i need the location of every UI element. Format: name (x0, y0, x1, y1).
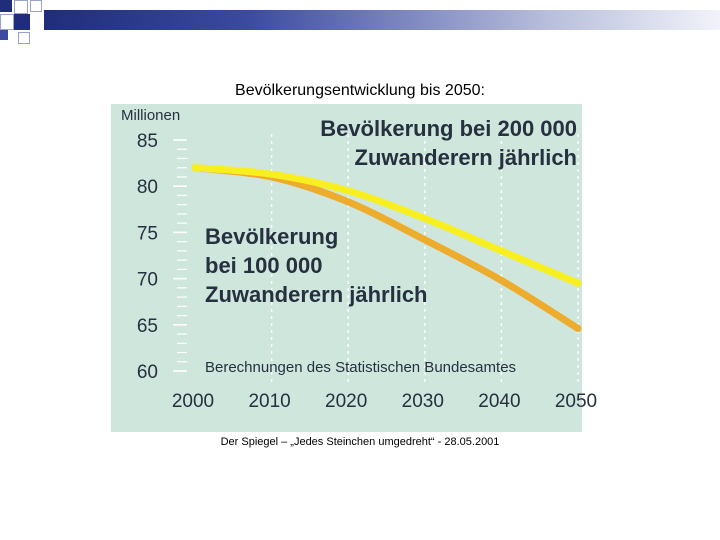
series-label-200k-line-1: Bevölkerung bei 200 000 (320, 116, 577, 141)
deco-square-6 (0, 30, 8, 40)
deco-square-1 (0, 0, 12, 12)
y-tick-label-60: 60 (136, 362, 158, 383)
x-tick-label-2050: 2050 (554, 391, 598, 412)
y-tick-label-70: 70 (136, 269, 158, 291)
deco-gradient-band (44, 10, 720, 30)
x-tick-label-2010: 2010 (248, 391, 291, 412)
deco-square-3 (30, 0, 42, 12)
deco-square-7 (18, 32, 30, 44)
chart-svg (111, 104, 598, 432)
series-label-200k-line-2: Zuwanderern jährlich (354, 145, 577, 170)
deco-square-5 (14, 14, 30, 30)
source-caption: Der Spiegel – „Jedes Steinchen umgedreht“ - 28.05.2001 (220, 436, 500, 448)
x-tick-label-2000: 2000 (171, 391, 215, 412)
series-label-100k-line-1: Bevölkerung (205, 224, 339, 249)
deco-square-2 (14, 0, 28, 14)
y-tick-label-75: 75 (136, 223, 158, 245)
x-tick-label-2020: 2020 (325, 391, 368, 412)
series-label-100k-line-2: bei 100 000 (205, 253, 323, 278)
population-chart (111, 104, 598, 432)
deco-square-4 (0, 14, 14, 30)
slide-title: Bevölkerungsentwicklung bis 2050: (235, 82, 485, 99)
series-label-100k-line-3: Zuwanderern jährlich (205, 282, 428, 307)
y-tick-label-65: 65 (136, 315, 158, 337)
x-tick-label-2040: 2040 (478, 391, 521, 412)
x-tick-label-2030: 2030 (401, 391, 444, 412)
y-tick-label-85: 85 (136, 131, 158, 152)
y-tick-label-80: 80 (136, 177, 158, 199)
chart-annotation: Berechnungen des Statistischen Bundesamtes (205, 359, 517, 376)
y-axis-label: Millionen (121, 107, 181, 124)
